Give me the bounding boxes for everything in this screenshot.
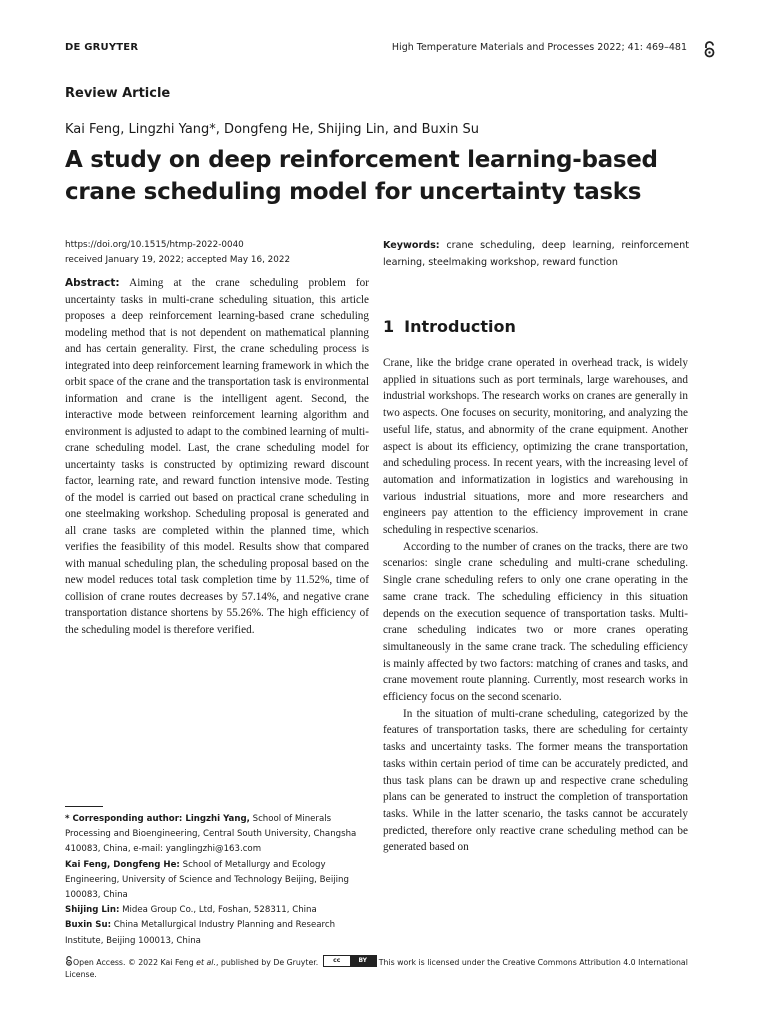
open-access-icon xyxy=(65,956,73,966)
article-title: A study on deep reinforcement learning-based crane scheduling model for uncertainty tasks xyxy=(65,147,658,205)
abstract-text: Aiming at the crane scheduling problem for uncertainty tasks in multi-crane scheduling situation, this article proposes a deep reinforcement learning-based crane scheduling modeling method that is not dependent on mathematical planning and has certain generality. First, the crane scheduling process is integrated into deep reinforcement learning framework in which the orbit space of the crane and the transportation task is environmental information and crane is the intelligent agent. Second, the interactive mode between reinforcement learning algorithm and environment is adjusted to adapt to the combined learning of multi-crane scheduling model. Last, the crane scheduling model for uncertainty tasks is constructed by optimizing reward discount factor, learning rate, and reward function intensive mode. Testing of the model is carried out based on practical crane scheduling in one steelmaking workshop. Scheduling proposal is generated and all crane tasks are completed within the planned time, which verifies the feasibility of this model. Results show that compared with manual scheduling plan, the scheduling proposal based on the new model reduces total task completion time by 11.52%, time of collision of crane routes decreases by 57.14%, and negative crane transportation distance shortens by 55.26%. The high efficiency of the scheduling model is therefore verified. xyxy=(65,277,369,636)
article-meta xyxy=(65,238,290,268)
section-title: Introduction xyxy=(404,317,516,336)
open-access-icon[interactable] xyxy=(703,41,716,58)
author-list: Kai Feng, Lingzhi Yang*, Dongfeng He, Shijing Lin, and Buxin Su xyxy=(65,122,479,137)
intro-paragraph: In the situation of multi-crane scheduling, categorized by the features of transportation tasks, there are scheduling for certainty tasks and uncertainty tasks. The former means the transportation tasks within certain period of time can be accurately predicted, and thus task plans can be drawn up and respective crane scheduling plans can be generated to instruct the completion of transportation tasks. While in the latter scenario, the tasks cannot be accurately predicted, therefore only reactive crane scheduling method can be generated based on xyxy=(383,707,688,854)
by-label: BY xyxy=(350,956,376,966)
footnote-affiliation: Shijing Lin: Midea Group Co., Ltd, Foshan, 528311, China xyxy=(65,905,317,916)
section-heading xyxy=(383,317,516,336)
keywords xyxy=(383,237,689,271)
cc-by-badge[interactable] xyxy=(323,955,377,967)
abstract xyxy=(65,275,369,638)
intro-paragraph: According to the number of cranes on the tracks, there are two scenarios: single crane scheduling and multi-crane scheduling. Single crane scheduling refers to only one crane operating in the same crane track. The scheduling efficiency in this situation depends on the execution sequence of transportation tasks. Multi-crane scheduling indicates two or more cranes operating simultaneously in the same crane track. The scheduling efficiency is mainly affected by two factors: matching of cranes and tasks, and crane movement route planning. Currently, most research works in efficiency focus on the second scenario. xyxy=(383,540,688,704)
received-accepted-dates: received January 19, 2022; accepted May 16, 2022 xyxy=(65,255,291,265)
license-statement xyxy=(65,955,705,981)
license-prefix: Open Access. © 2022 Kai Feng xyxy=(73,958,197,967)
footnote-affiliation: Kai Feng, Dongfeng He: School of Metallurgy and Ecology Engineering, University of Science and Technology Beijing, Beijing 100083, China xyxy=(65,859,349,901)
doi-link[interactable]: https://doi.org/10.1515/htmp-2022-0040 xyxy=(65,240,244,250)
section-number: 1 xyxy=(383,317,395,336)
footnote-rule xyxy=(65,806,103,807)
header-journal: High Temperature Materials and Processes 2022; 41: 469–481 xyxy=(391,42,687,53)
keywords-label: Keywords: xyxy=(383,240,440,251)
footnotes xyxy=(65,812,365,949)
article-type: Review Article xyxy=(65,86,171,101)
header-publisher: DE GRUYTER xyxy=(65,42,139,53)
license-text: This work is licensed under the Creative Commons Attribution 4.0 International License. xyxy=(65,958,688,979)
abstract-label: Abstract: xyxy=(65,277,120,289)
intro-paragraph: Crane, like the bridge crane operated in overhead track, is widely applied in situations such as port terminals, large warehouses, and industrial workshops. The research works on cranes are generally in two aspects. One focuses on security, monitoring, and analyzing the useful life, status, and abnormity of the crane equipment. Another aspect is about its efficiency, optimizing the crane transportation, and scheduling process. In recent years, with the increasing level of automation and informatization in logistics and warehousing in various industrial situations, more and more researchers and engineers pay attention to the efficiency improvement in crane scheduling in respective scenarios. xyxy=(383,357,688,537)
introduction-body xyxy=(383,355,688,856)
footnote-affiliation: Buxin Su: China Metallurgical Industry Planning and Research Institute, Beijing 100013, China xyxy=(65,920,336,946)
license-publisher: , published by De Gruyter. xyxy=(215,958,319,967)
license-etal: et al. xyxy=(196,958,216,967)
footnote-corresponding-author: * Corresponding author: Lingzhi Yang, School of Minerals Processing and Bioengineering, Central South University, Changsha 410083, China, e-mail: yanglingzhi@163.com xyxy=(65,814,357,855)
keywords-text: crane scheduling, deep learning, reinforcement learning, steelmaking workshop, reward function xyxy=(383,240,689,268)
cc-label: cc xyxy=(324,956,350,966)
